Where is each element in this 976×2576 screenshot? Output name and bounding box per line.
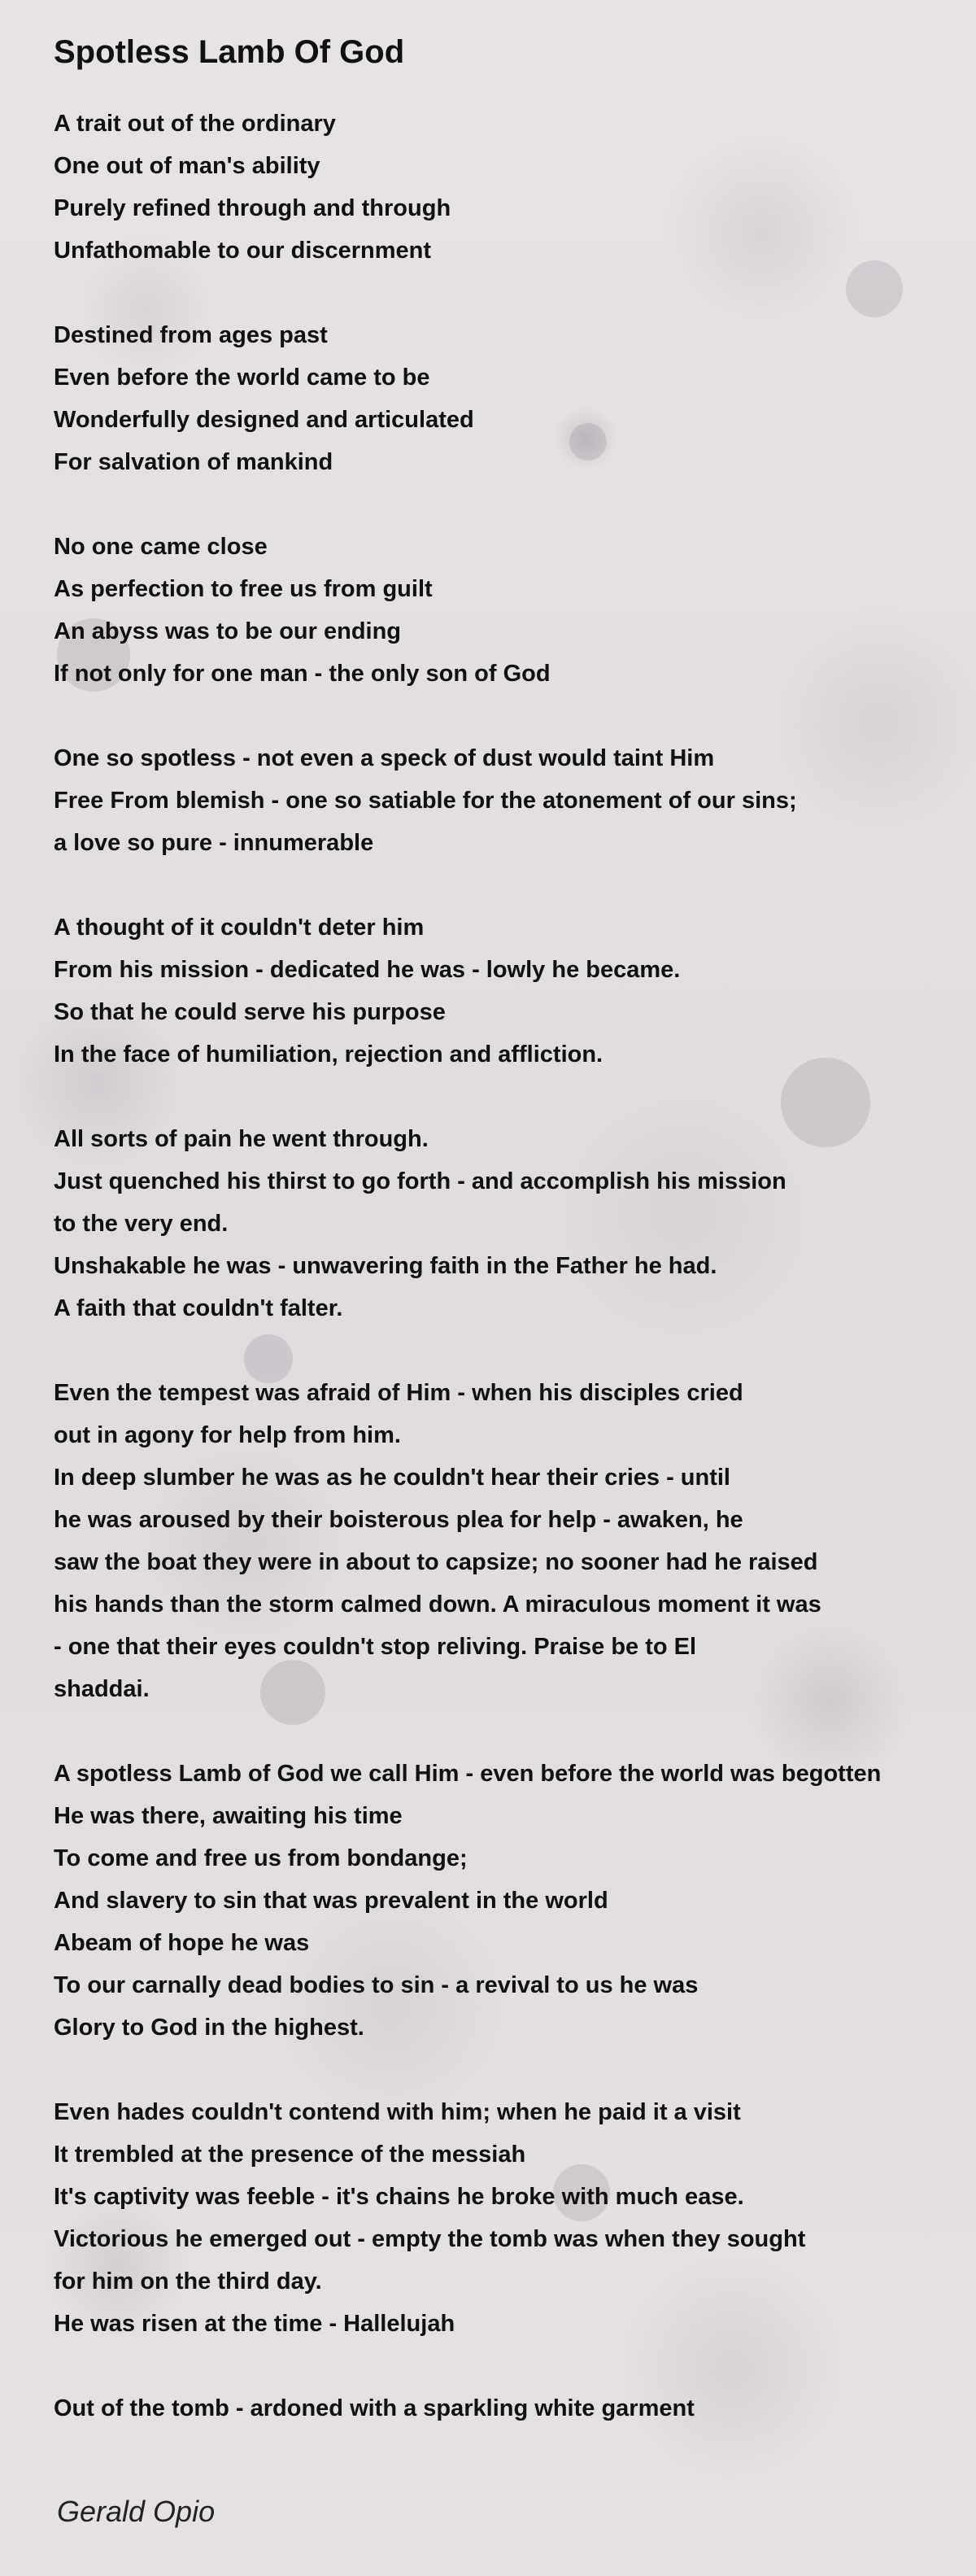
poem-line: a love so pure - innumerable — [54, 830, 374, 856]
poem-line: For salvation of mankind — [54, 449, 333, 475]
poem-line: Purely refined through and through — [54, 195, 451, 221]
poem-body — [54, 103, 976, 2430]
poem-line: In the face of humiliation, rejection and affliction. — [54, 1041, 603, 1068]
poem-line: An abyss was to be our ending — [54, 618, 402, 644]
stanza — [54, 737, 976, 864]
stanza — [54, 1753, 976, 2049]
poem-line: And slavery to sin that was prevalent in the world — [54, 1888, 608, 1914]
poem-line: Even hades couldn't contend with him; when he paid it a visit — [54, 2099, 741, 2125]
stanza — [54, 1372, 976, 1710]
poem-line: A trait out of the ordinary — [54, 111, 336, 137]
poem-line: A faith that couldn't falter. — [54, 1295, 343, 1321]
poem-line: Abeam of hope he was — [54, 1930, 310, 1956]
author-name: Gerald Opio — [57, 2495, 216, 2528]
stanza — [54, 2387, 976, 2430]
poem-line: Out of the tomb - ardoned with a sparkling white garment — [54, 2395, 695, 2421]
stanza — [54, 314, 976, 483]
poem-line: He was risen at the time - Hallelujah — [54, 2311, 455, 2337]
poem-line: As perfection to free us from guilt — [54, 576, 433, 602]
poem-line: Glory to God in the highest. — [54, 2015, 364, 2041]
poem-line: One so spotless - not even a speck of dust would taint Him — [54, 745, 715, 771]
poem-line: out in agony for help from him. — [54, 1422, 401, 1448]
poem-line: It trembled at the presence of the messiah — [54, 2142, 526, 2168]
poem-line: his hands than the storm calmed down. A miraculous moment it was — [54, 1591, 821, 1618]
stanza — [54, 103, 976, 272]
poem-line: Even the tempest was afraid of Him - when his disciples cried — [54, 1380, 743, 1406]
poem-line: - one that their eyes couldn't stop reliving. Praise be to El — [54, 1634, 697, 1660]
poem-line: No one came close — [54, 534, 268, 560]
poem-line: So that he could serve his purpose — [54, 999, 446, 1025]
stanza — [54, 906, 976, 1076]
poem-line: To come and free us from bondange; — [54, 1845, 468, 1871]
stanza — [54, 1118, 976, 1329]
poem-line: Even before the world came to be — [54, 365, 430, 391]
poem-line: A thought of it couldn't deter him — [54, 915, 425, 941]
poem-line: All sorts of pain he went through. — [54, 1126, 429, 1152]
poem-line: It's captivity was feeble - it's chains he broke with much ease. — [54, 2184, 744, 2210]
poem-line: to the very end. — [54, 1211, 229, 1237]
poem-line: saw the boat they were in about to capsize; no sooner had he raised — [54, 1549, 818, 1575]
poem-line: One out of man's ability — [54, 153, 320, 179]
poem-line: A spotless Lamb of God we call Him - even before the world was begotten — [54, 1761, 882, 1787]
poem-line: he was aroused by their boisterous plea for help - awaken, he — [54, 1507, 743, 1533]
stanza — [54, 526, 976, 695]
poem-line: To our carnally dead bodies to sin - a revival to us he was — [54, 1972, 699, 1998]
poem-line: Victorious he emerged out - empty the tomb was when they sought — [54, 2226, 806, 2252]
poem-line: Unshakable he was - unwavering faith in the Father he had. — [54, 1253, 717, 1279]
poem-line: Unfathomable to our discernment — [54, 238, 432, 264]
poem-line: Free From blemish - one so satiable for the atonement of our sins; — [54, 788, 797, 814]
poem-container — [54, 36, 976, 2472]
poem-line: Just quenched his thirst to go forth - and accomplish his mission — [54, 1168, 786, 1194]
poem-line: In deep slumber he was as he couldn't hear their cries - until — [54, 1465, 730, 1491]
poem-line: Wonderfully designed and articulated — [54, 407, 474, 433]
poem-line: If not only for one man - the only son of God — [54, 661, 551, 687]
stanza — [54, 2091, 976, 2345]
poem-line: shaddai. — [54, 1676, 150, 1702]
poem-line: Destined from ages past — [54, 322, 328, 348]
poem-line: From his mission - dedicated he was - lowly he became. — [54, 957, 681, 983]
poem-title: Spotless Lamb Of God — [54, 34, 405, 70]
poem-line: for him on the third day. — [54, 2268, 322, 2294]
poem-line: He was there, awaiting his time — [54, 1803, 403, 1829]
